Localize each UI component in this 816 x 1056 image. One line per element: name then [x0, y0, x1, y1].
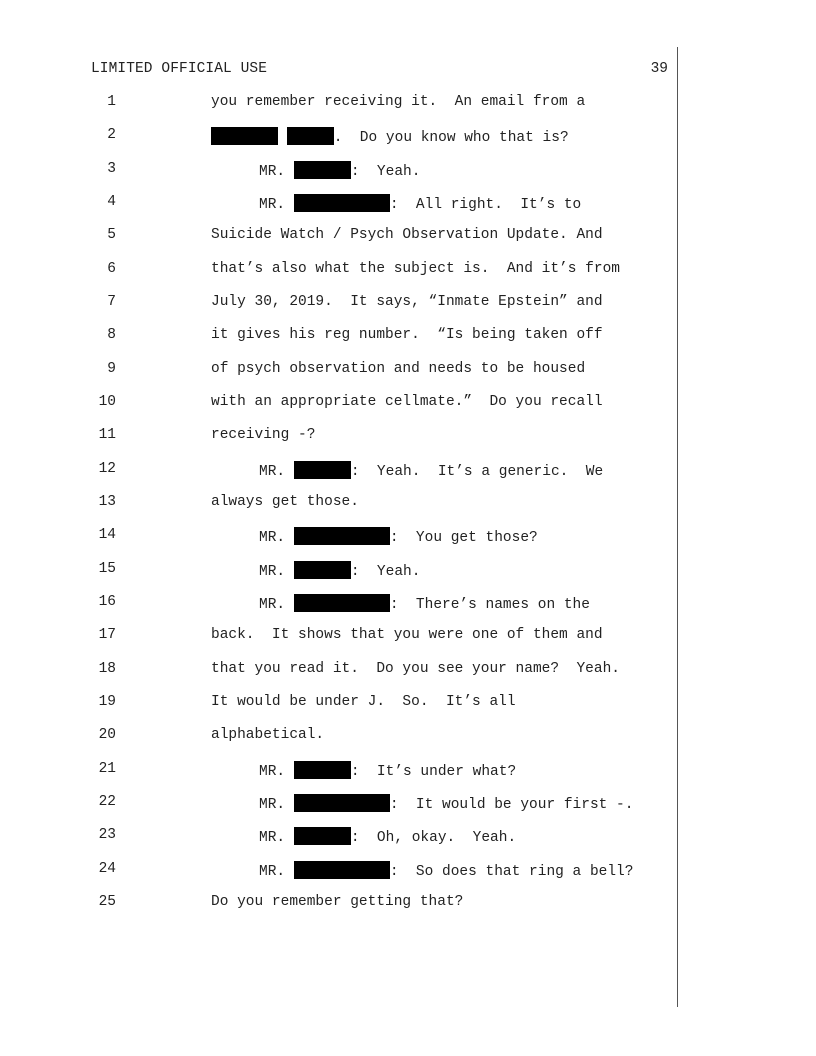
line-number: 17: [98, 627, 116, 643]
line-text: MR. : Yeah.: [259, 561, 420, 580]
transcript-line: [0, 692, 680, 716]
line-number: 22: [98, 794, 116, 810]
line-number: 23: [98, 827, 116, 843]
line-number: 25: [98, 894, 116, 910]
line-text: you remember receiving it. An email from a: [211, 94, 586, 110]
line-text: of psych observation and needs to be housed: [211, 361, 586, 377]
line-number: 7: [107, 294, 116, 310]
transcript-line: [0, 592, 680, 616]
line-text: always get those.: [211, 494, 359, 510]
speaker-prefix: MR.: [259, 530, 294, 546]
speaker-prefix: MR.: [259, 830, 294, 846]
line-number: 5: [107, 227, 116, 243]
speaker-prefix: MR.: [259, 564, 294, 580]
redaction-box: [294, 861, 390, 879]
speaker-prefix: MR.: [259, 464, 294, 480]
transcript-line: [0, 759, 680, 783]
redaction-box: [294, 194, 390, 212]
transcript-line: [0, 525, 680, 549]
transcript-line: [0, 225, 680, 249]
line-text: MR. : You get those?: [259, 527, 538, 546]
redaction-box: [294, 827, 351, 845]
line-text: MR. : Yeah.: [259, 161, 420, 180]
line-text: MR. : So does that ring a bell?: [259, 861, 633, 880]
speaker-prefix: MR.: [259, 864, 294, 880]
line-number: 13: [98, 494, 116, 510]
speaker-prefix: MR.: [259, 597, 294, 613]
line-text: that you read it. Do you see your name? Yeah.: [211, 661, 620, 677]
line-text: that’s also what the subject is. And it’s from: [211, 261, 620, 277]
line-text: it gives his reg number. “Is being taken off: [211, 327, 603, 343]
transcript-line: [0, 359, 680, 383]
line-number: 8: [107, 327, 116, 343]
line-text: MR. : It’s under what?: [259, 761, 516, 780]
line-text: MR. : There’s names on the: [259, 594, 590, 613]
line-number: 1: [107, 94, 116, 110]
line-number: 9: [107, 361, 116, 377]
transcript-line: [0, 392, 680, 416]
transcript-line: [0, 459, 680, 483]
line-number: 3: [107, 161, 116, 177]
line-number: 4: [107, 194, 116, 210]
classification-header: LIMITED OFFICIAL USE: [91, 61, 268, 77]
line-number: 12: [98, 461, 116, 477]
transcript-line: [0, 625, 680, 649]
line-number: 6: [107, 261, 116, 277]
redaction-box: [287, 127, 334, 145]
transcript-line: [0, 125, 680, 149]
redaction-box: [294, 594, 390, 612]
transcript-line: [0, 892, 680, 916]
line-text: Suicide Watch / Psych Observation Update. And: [211, 227, 603, 243]
line-number: 20: [98, 727, 116, 743]
line-number: 19: [98, 694, 116, 710]
transcript-line: [0, 159, 680, 183]
line-text: MR. : It would be your first -.: [259, 794, 633, 813]
transcript-line: [0, 825, 680, 849]
redaction-box: [294, 527, 390, 545]
redaction-box: [294, 761, 351, 779]
line-text: receiving -?: [211, 427, 316, 443]
redaction-box: [294, 561, 351, 579]
line-number: 10: [98, 394, 116, 410]
line-text: MR. : All right. It’s to: [259, 194, 581, 213]
redaction-box: [211, 127, 278, 145]
speaker-prefix: MR.: [259, 197, 294, 213]
transcript-line: [0, 559, 680, 583]
line-text: Do you remember getting that?: [211, 894, 464, 910]
redaction-box: [294, 161, 351, 179]
line-number: 21: [98, 761, 116, 777]
page-number: 39: [650, 61, 668, 77]
line-text: July 30, 2019. It says, “Inmate Epstein” and: [211, 294, 603, 310]
line-text: It would be under J. So. It’s all: [211, 694, 516, 710]
line-number: 24: [98, 861, 116, 877]
line-number: 11: [98, 427, 116, 443]
transcript-line: [0, 725, 680, 749]
line-text: back. It shows that you were one of them and: [211, 627, 603, 643]
transcript-line: [0, 325, 680, 349]
redaction-box: [294, 794, 390, 812]
transcript-line: [0, 259, 680, 283]
line-text: with an appropriate cellmate.” Do you recall: [211, 394, 603, 410]
transcript-line: [0, 292, 680, 316]
transcript-line: [0, 859, 680, 883]
transcript-line: [0, 192, 680, 216]
transcript-line: [0, 659, 680, 683]
line-text: MR. : Oh, okay. Yeah.: [259, 827, 516, 846]
line-text: MR. : Yeah. It’s a generic. We: [259, 461, 603, 480]
transcript-line: [0, 792, 680, 816]
speaker-prefix: MR.: [259, 797, 294, 813]
speaker-prefix: MR.: [259, 164, 294, 180]
transcript-line: [0, 425, 680, 449]
speaker-prefix: MR.: [259, 764, 294, 780]
line-number: 16: [98, 594, 116, 610]
line-number: 2: [107, 127, 116, 143]
line-text: alphabetical.: [211, 727, 325, 743]
line-text: . Do you know who that is?: [211, 127, 569, 146]
redaction-box: [294, 461, 351, 479]
transcript-line: [0, 492, 680, 516]
line-number: 14: [98, 527, 116, 543]
line-number: 15: [98, 561, 116, 577]
transcript-line: [0, 92, 680, 116]
line-number: 18: [98, 661, 116, 677]
